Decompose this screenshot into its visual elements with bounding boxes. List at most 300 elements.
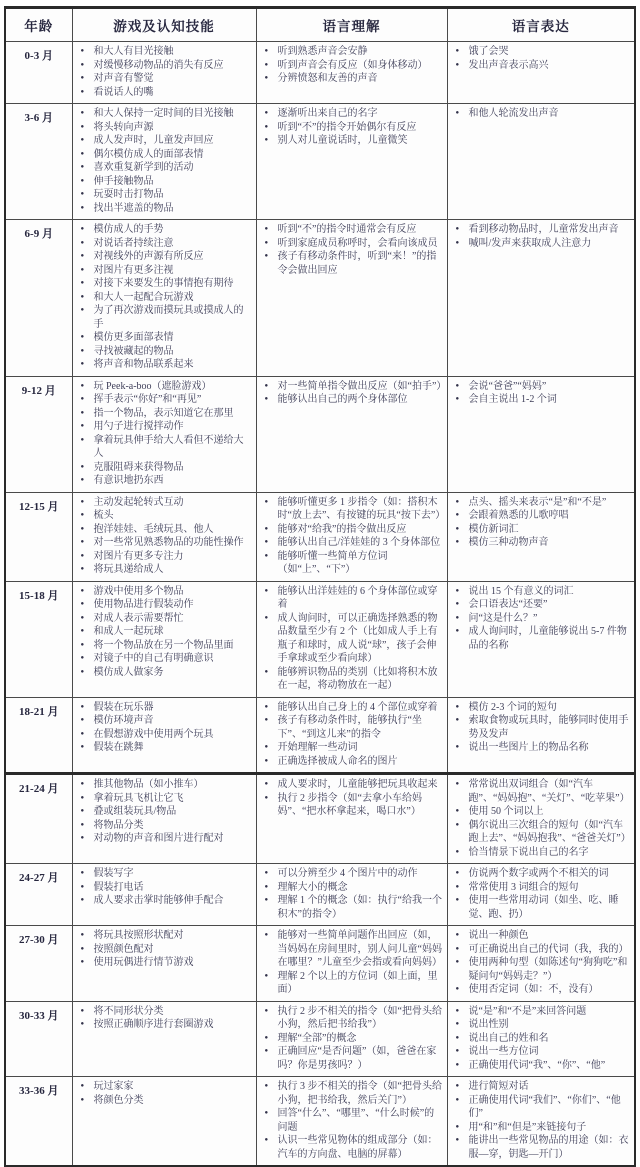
- item-text: 将一个物品放在另一个物品里面: [93, 639, 234, 651]
- item-text: 游戏中使用多个物品: [93, 585, 184, 597]
- bullet-icon: ●: [264, 396, 269, 402]
- bullet-icon: ●: [80, 703, 85, 710]
- item-text: 用“和”和“但是”来链接句子: [468, 1121, 587, 1133]
- bullet-icon: ●: [264, 883, 269, 890]
- list-item: [263, 523, 444, 537]
- list-item: [263, 59, 444, 73]
- comprehension-cell: [256, 774, 447, 864]
- list-item: [79, 380, 253, 394]
- expression-cell: [447, 1001, 635, 1077]
- item-text: 别人对儿童说话时，儿童微笑: [277, 135, 408, 146]
- item-text: 听到“不”的指令时通常会有反应: [277, 224, 417, 235]
- cognitive-list: [76, 778, 253, 846]
- bullet-icon: ●: [455, 539, 460, 545]
- item-text: 说出一些图片上的物品名称: [468, 742, 589, 753]
- bullet-icon: ●: [455, 1007, 460, 1014]
- comprehension-cell: [256, 376, 447, 492]
- expression-list: [451, 496, 632, 550]
- item-text: 使用物品进行假装动作: [93, 599, 194, 610]
- bullet-icon: ●: [455, 226, 460, 232]
- item-text: 开始理解一些动词: [277, 742, 358, 753]
- item-text: 能够认出洋娃娃的 6 个身体部位或穿着: [277, 585, 438, 610]
- cognitive-cell: [72, 1077, 256, 1167]
- list-item: [454, 894, 632, 921]
- item-text: 玩耍时击打物品: [93, 189, 164, 200]
- item-text: 成人要求时，儿童能够把玩具收起来: [277, 779, 438, 790]
- item-text: 将头转向声源: [93, 121, 154, 133]
- bullet-icon: ●: [80, 959, 85, 965]
- list-item: [79, 188, 253, 202]
- bullet-icon: ●: [264, 781, 269, 787]
- expression-cell: [447, 42, 635, 104]
- bullet-icon: ●: [455, 897, 460, 903]
- list-item: [263, 881, 444, 895]
- bullet-icon: ●: [80, 870, 85, 876]
- item-text: 能讲出一些常见物品的用途（如：衣服—穿，钥匙—开门）: [468, 1135, 629, 1160]
- list-item: [79, 741, 253, 755]
- list-item: [79, 407, 253, 421]
- item-text: 执行 2 步不相关的指令（如“把骨头给小狗，然后把书给我”）: [277, 1005, 442, 1030]
- comprehension-list: [260, 1005, 444, 1073]
- comprehension-cell: [256, 581, 447, 697]
- cognitive-list: [76, 1005, 253, 1032]
- expression-list: [451, 1005, 632, 1073]
- expression-cell: [447, 104, 635, 220]
- list-item: [263, 72, 444, 86]
- item-text: 正确选择被成人命名的图片: [277, 755, 398, 767]
- item-text: 寻找被藏起的物品: [93, 345, 174, 357]
- comprehension-list: [260, 585, 444, 693]
- list-item: [263, 612, 444, 666]
- bullet-icon: ●: [80, 668, 85, 675]
- item-text: 可正确说出自己的代词（我，我的）: [468, 943, 629, 955]
- list-item: [454, 1080, 632, 1094]
- bullet-icon: ●: [455, 744, 460, 750]
- bullet-icon: ●: [264, 123, 269, 130]
- item-text: 成人询问时，可以正确选择熟悉的物品数量至少有 2 个（比如成人手上有瓶子和球时，成人说“球”，孩子会伸手拿球或至少看向球）: [277, 612, 438, 664]
- item-text: 能够对一些简单问题作出回应（如，当妈妈在房间里时，别人问儿童“妈妈在哪里？”儿童至少会指或看向妈妈）: [277, 930, 442, 968]
- header-row: [5, 8, 635, 42]
- bullet-icon: ●: [80, 61, 85, 68]
- item-text: 进行简短对话: [468, 1081, 529, 1092]
- item-text: 和大人一起配合玩游戏: [93, 291, 194, 303]
- item-text: 有意识地扔东西: [93, 475, 164, 486]
- bullet-icon: ●: [455, 1137, 460, 1143]
- list-item: [454, 59, 632, 73]
- item-text: 回答“什么”、“哪里”、“什么时候”的问题: [277, 1108, 435, 1133]
- list-item: [454, 983, 632, 997]
- list-item: [79, 345, 253, 359]
- comprehension-list: [260, 778, 444, 819]
- list-item: [263, 585, 444, 612]
- item-text: 说“是”和“不是”来回答问题: [468, 1005, 587, 1017]
- list-item: [263, 121, 444, 135]
- bullet-icon: ●: [80, 498, 85, 505]
- bullet-icon: ●: [264, 137, 269, 143]
- item-text: 对视线外的声源有所反应: [93, 251, 204, 262]
- bullet-icon: ●: [80, 293, 85, 300]
- list-item: [263, 867, 444, 881]
- item-text: 可以分辨至少 4 个图片中的动作: [277, 868, 418, 879]
- age-cell: 6-9 月: [5, 220, 72, 377]
- item-text: 听到家庭成员称呼时，会看向该成员: [277, 237, 438, 249]
- comprehension-list: [260, 107, 444, 148]
- bullet-icon: ●: [264, 1007, 269, 1014]
- list-item: [454, 956, 632, 983]
- list-item: [263, 894, 444, 921]
- item-text: 看到移动物品时，儿童常发出声音: [468, 224, 619, 235]
- item-text: 伸手接触物品: [93, 175, 154, 187]
- bullet-icon: ●: [455, 808, 460, 814]
- item-text: 说出一种颜色: [468, 930, 529, 941]
- list-item: [79, 550, 253, 564]
- expression-cell: [447, 697, 635, 774]
- list-item: [79, 237, 253, 251]
- bullet-icon: ●: [80, 150, 85, 157]
- cognitive-list: [76, 701, 253, 755]
- list-item: [79, 625, 253, 639]
- list-item: [454, 536, 632, 550]
- bullet-icon: ●: [455, 848, 460, 855]
- item-text: 使用玩偶进行情节游戏: [93, 957, 194, 968]
- bullet-icon: ●: [80, 1007, 85, 1014]
- comprehension-cell: [256, 1077, 447, 1167]
- table-row: [5, 104, 635, 220]
- item-text: 说出自己的姓和名: [468, 1032, 549, 1044]
- list-item: [454, 496, 632, 510]
- bullet-icon: ●: [80, 525, 85, 532]
- list-item: [79, 291, 253, 305]
- bullet-icon: ●: [264, 614, 269, 621]
- table-row: [5, 926, 635, 1002]
- age-cell: 30-33 月: [5, 1001, 72, 1077]
- bullet-icon: ●: [80, 730, 85, 737]
- comprehension-list: [260, 1080, 444, 1161]
- bullet-icon: ●: [264, 48, 269, 54]
- bullet-icon: ●: [455, 1123, 460, 1130]
- expression-list: [451, 107, 632, 121]
- bullet-icon: ●: [80, 883, 85, 890]
- list-item: [454, 1018, 632, 1032]
- bullet-icon: ●: [264, 1137, 269, 1143]
- list-item: [263, 134, 444, 148]
- bullet-icon: ●: [80, 191, 85, 197]
- list-item: [79, 1018, 253, 1032]
- bullet-icon: ●: [80, 512, 85, 518]
- bullet-icon: ●: [80, 717, 85, 723]
- bullet-icon: ●: [80, 334, 85, 340]
- list-item: [79, 778, 253, 792]
- age-cell: 27-30 月: [5, 926, 72, 1002]
- table-row: [5, 697, 635, 774]
- list-item: [454, 1045, 632, 1059]
- list-item: [79, 223, 253, 237]
- item-text: 能够听懂更多 1 步指令（如：搭积木时“放上去”、有按键的玩具“按下去”）: [277, 496, 446, 521]
- item-text: 将不同形状分类: [93, 1005, 164, 1017]
- item-text: 使用否定词（如：不，没有）: [468, 984, 599, 995]
- bullet-icon: ●: [80, 794, 85, 801]
- bullet-icon: ●: [80, 280, 85, 286]
- item-text: 假装写字: [93, 868, 134, 879]
- expression-cell: [447, 220, 635, 377]
- bullet-icon: ●: [264, 552, 269, 559]
- list-item: [79, 420, 253, 434]
- bullet-icon: ●: [80, 744, 85, 750]
- list-item: [454, 867, 632, 881]
- list-item: [454, 714, 632, 741]
- bullet-icon: ●: [80, 587, 85, 594]
- list-item: [454, 393, 632, 407]
- item-text: 饿了会哭: [468, 46, 509, 57]
- item-text: 理解 2 个以上的方位词（如上面，里面）: [277, 970, 438, 995]
- item-text: 假装打电话: [93, 881, 144, 893]
- comprehension-list: [260, 701, 444, 769]
- list-item: [263, 496, 444, 523]
- item-text: 常常使用 3 词组合的短句: [468, 881, 579, 893]
- list-item: [263, 792, 444, 819]
- comprehension-list: [260, 867, 444, 921]
- expression-list: [451, 778, 632, 859]
- item-text: 点头、摇头来表示“是”和“不是”: [468, 496, 607, 508]
- bullet-icon: ●: [264, 870, 269, 876]
- list-item: [454, 805, 632, 819]
- list-item: [454, 929, 632, 943]
- item-text: 能够认出自己的两个身体部位: [277, 394, 408, 405]
- item-text: 模仿 2-3 个词的短句: [468, 701, 557, 713]
- list-item: [263, 536, 444, 550]
- cognitive-list: [76, 496, 253, 577]
- item-text: 成人询问时，儿童能够说出 5-7 件物品的名称: [468, 626, 627, 651]
- item-text: 指一个物品，表示知道它在那里: [93, 407, 234, 419]
- item-text: 找出半遮盖的物品: [93, 202, 174, 214]
- bullet-icon: ●: [80, 239, 85, 246]
- list-item: [79, 202, 253, 216]
- expression-list: [451, 45, 632, 72]
- bullet-icon: ●: [455, 587, 460, 594]
- cognitive-cell: [72, 697, 256, 774]
- cognitive-list: [76, 1080, 253, 1107]
- item-text: 假装在玩乐器: [93, 701, 154, 713]
- cognitive-cell: [72, 220, 256, 377]
- bullet-icon: ●: [80, 477, 85, 483]
- list-item: [79, 358, 253, 372]
- item-text: 在假想游戏中使用两个玩具: [93, 728, 214, 740]
- bullet-icon: ●: [455, 48, 460, 54]
- list-item: [79, 161, 253, 175]
- item-text: 孩子有移动条件时，能够执行“坐下”、“到这儿来”的指令: [277, 715, 422, 740]
- comprehension-cell: [256, 42, 447, 104]
- header-age: 年龄: [5, 8, 72, 42]
- age-cell: 24-27 月: [5, 864, 72, 926]
- bullet-icon: ●: [264, 703, 269, 710]
- item-text: 看说话人的嘴: [93, 86, 154, 98]
- bullet-icon: ●: [264, 539, 269, 545]
- bullet-icon: ●: [455, 703, 460, 710]
- milestones-table: [4, 6, 636, 1167]
- header-comprehension: 语言理解: [256, 8, 447, 42]
- item-text: 对图片有更多注视: [93, 264, 174, 276]
- list-item: [79, 45, 253, 59]
- item-text: 将物品分类: [93, 819, 144, 831]
- list-item: [263, 701, 444, 715]
- bullet-icon: ●: [264, 1110, 269, 1116]
- bullet-icon: ●: [455, 932, 460, 938]
- comprehension-cell: [256, 220, 447, 377]
- bullet-icon: ●: [455, 396, 460, 402]
- list-item: [79, 304, 253, 331]
- bullet-icon: ●: [455, 959, 460, 965]
- bullet-icon: ●: [80, 88, 85, 95]
- bullet-icon: ●: [80, 409, 85, 416]
- list-item: [454, 237, 632, 251]
- bullet-icon: ●: [80, 601, 85, 607]
- bullet-icon: ●: [80, 1096, 85, 1103]
- comprehension-list: [260, 929, 444, 997]
- item-text: 执行 2 步指令（如“去拿小车给妈妈”、“把水杯拿起来，喝口水”）: [277, 792, 422, 817]
- item-text: 对接下来要发生的事情抱有期待: [93, 278, 234, 289]
- cognitive-cell: [72, 42, 256, 104]
- list-item: [263, 223, 444, 237]
- bullet-icon: ●: [80, 614, 85, 621]
- bullet-icon: ●: [264, 75, 269, 81]
- list-item: [454, 741, 632, 755]
- list-item: [263, 393, 444, 407]
- list-item: [79, 264, 253, 278]
- comprehension-cell: [256, 926, 447, 1002]
- age-cell: 33-36 月: [5, 1077, 72, 1167]
- bullet-icon: ●: [80, 932, 85, 938]
- list-item: [79, 496, 253, 510]
- list-item: [79, 523, 253, 537]
- item-text: 会跟着熟悉的儿歌哼唱: [468, 510, 569, 521]
- list-item: [263, 380, 447, 394]
- item-text: 和大人保持一定时间的目光接触: [93, 108, 234, 119]
- item-text: 抱洋娃娃、毛绒玩具、他人: [93, 523, 214, 535]
- list-item: [454, 223, 632, 237]
- list-item: [263, 1045, 444, 1072]
- expression-list: [451, 929, 632, 997]
- bullet-icon: ●: [264, 498, 269, 505]
- expression-cell: [447, 376, 635, 492]
- table-row: [5, 42, 635, 104]
- list-item: [79, 121, 253, 135]
- list-item: [79, 666, 253, 680]
- list-item: [263, 1107, 444, 1134]
- item-text: 使用一些常用动词（如坐、吃、睡觉、跑、扔）: [468, 895, 619, 920]
- item-text: 理解“全部”的概念: [277, 1032, 357, 1044]
- bullet-icon: ●: [80, 361, 85, 367]
- table-row: [5, 581, 635, 697]
- bullet-icon: ●: [455, 525, 460, 532]
- item-text: 对一些简单指令做出反应（如“拍手”）: [277, 380, 447, 392]
- list-item: [79, 956, 253, 970]
- bullet-icon: ●: [455, 512, 460, 518]
- bullet-icon: ●: [455, 821, 460, 828]
- bullet-icon: ●: [264, 110, 269, 116]
- list-item: [79, 1080, 253, 1094]
- cognitive-list: [76, 45, 253, 99]
- bullet-icon: ●: [455, 1034, 460, 1041]
- list-item: [263, 107, 444, 121]
- bullet-icon: ●: [80, 945, 85, 952]
- cognitive-list: [76, 929, 253, 970]
- bullet-icon: ●: [264, 61, 269, 68]
- list-item: [454, 585, 632, 599]
- list-item: [454, 598, 632, 612]
- cognitive-cell: [72, 492, 256, 581]
- item-text: 成人要求击掌时能够伸手配合: [93, 895, 224, 906]
- list-item: [454, 881, 632, 895]
- item-text: 模仿更多面部表情: [93, 332, 174, 343]
- comprehension-cell: [256, 864, 447, 926]
- item-text: 拿着玩具伸手给大人看但不递给大人: [93, 434, 244, 459]
- item-text: 逐渐听出来自己的名字: [277, 108, 378, 119]
- comprehension-cell: [256, 492, 447, 581]
- comprehension-cell: [256, 697, 447, 774]
- list-item: [454, 1121, 632, 1135]
- item-text: 孩子有移动条件时，听到“来！”的指令会做出回应: [277, 251, 437, 276]
- list-item: [263, 1134, 444, 1161]
- item-text: 按照颜色配对: [93, 943, 154, 955]
- item-text: 使用 50 个词以上: [468, 806, 544, 817]
- cognitive-cell: [72, 1001, 256, 1077]
- bullet-icon: ●: [80, 423, 85, 429]
- list-item: [454, 1005, 632, 1019]
- bullet-icon: ●: [264, 668, 269, 675]
- bullet-icon: ●: [264, 253, 269, 259]
- age-cell: 21-24 月: [5, 774, 72, 864]
- item-text: 梳头: [93, 510, 114, 521]
- list-item: [454, 509, 632, 523]
- item-text: 对一些常见熟悉物品的功能性操作: [93, 537, 244, 548]
- bullet-icon: ●: [455, 883, 460, 890]
- list-item: [263, 755, 444, 769]
- bullet-icon: ●: [264, 1048, 269, 1054]
- list-item: [454, 380, 632, 394]
- bullet-icon: ●: [455, 1083, 460, 1089]
- bullet-icon: ●: [264, 972, 269, 979]
- cognitive-list: [76, 223, 253, 372]
- item-text: 玩过家家: [93, 1081, 134, 1092]
- comprehension-list: [260, 380, 447, 407]
- item-text: 认识一些常见物体的组成部分（如：汽车的方向盘、电脑的屏幕）: [277, 1135, 438, 1160]
- item-text: 偶尔模仿成人的面部表情: [93, 148, 204, 160]
- bullet-icon: ●: [264, 239, 269, 246]
- bullet-icon: ●: [80, 821, 85, 828]
- table-row: [5, 774, 635, 864]
- list-item: [454, 701, 632, 715]
- cognitive-cell: [72, 864, 256, 926]
- item-text: 偶尔说出三次组合的短句（如“汽车跑上去”、“妈妈抱我”、“爸爸关灯”）: [468, 819, 631, 844]
- bullet-icon: ●: [80, 347, 85, 354]
- expression-list: [451, 585, 632, 653]
- item-text: 对镜子中的自己有明确意识: [93, 653, 214, 664]
- item-text: 假装在跳舞: [93, 742, 144, 753]
- expression-cell: [447, 581, 635, 697]
- expression-list: [451, 380, 632, 407]
- expression-cell: [447, 492, 635, 581]
- cognitive-cell: [72, 774, 256, 864]
- bullet-icon: ●: [80, 226, 85, 232]
- list-item: [454, 107, 632, 121]
- bullet-icon: ●: [264, 1034, 269, 1041]
- item-text: 能够认出自己/洋娃娃的 3 个身体部位: [277, 537, 441, 548]
- item-text: 会口语表达“还要”: [468, 599, 548, 610]
- list-item: [454, 625, 632, 652]
- list-item: [79, 805, 253, 819]
- bullet-icon: ●: [264, 226, 269, 232]
- list-item: [79, 331, 253, 345]
